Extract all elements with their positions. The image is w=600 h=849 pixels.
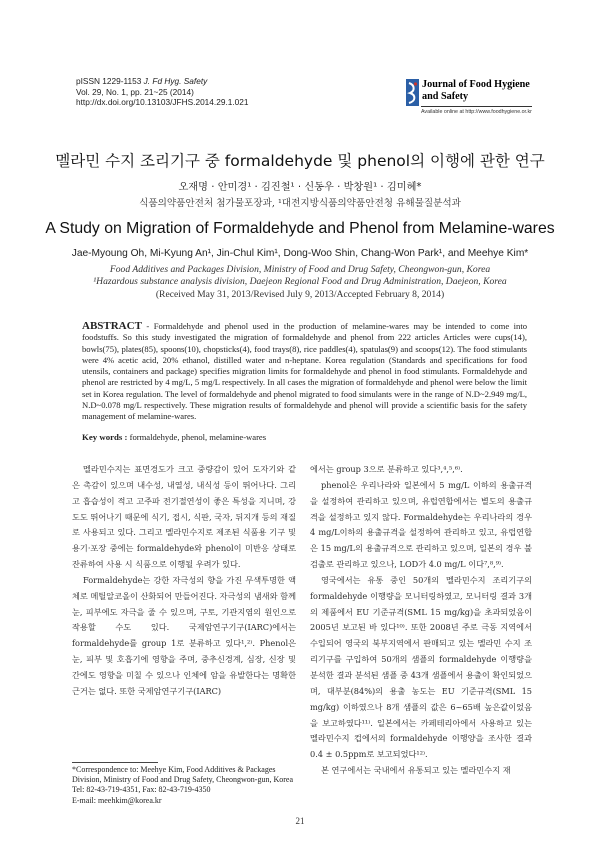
footnote-email[interactable]: E-mail: meehkim@korea.kr bbox=[72, 795, 162, 805]
keywords-label: Key words : bbox=[82, 432, 128, 442]
doi-link[interactable]: http://dx.doi.org/10.13103/JFHS.2014.29.1.021 bbox=[76, 97, 249, 108]
volume-line: Vol. 29, No. 1, pp. 21~25 (2014) bbox=[76, 86, 194, 97]
affiliation-english-1: Food Additives and Packages Division, Ministry of Food and Drug Safety, Cheongwon-gun, Korea bbox=[109, 264, 491, 275]
footnote-author: *Correspondence to: Meehye Kim, Food Additives & Packages Division, Ministry of Food and Drug Safety, Cheongwon-gun, Korea bbox=[72, 765, 294, 785]
issn-line: pISSN 1229-1153 J. Fd Hyg. Safety bbox=[76, 76, 208, 86]
authors-korean: 오재명 · 안미경¹ · 김진철¹ · 신동우 · 박창원¹ · 김미혜* bbox=[178, 182, 422, 193]
page-number: 21 bbox=[295, 816, 305, 826]
paragraph: 영국에서는 유통 중인 50개의 멜라민수지 조리기구의 formaldehyde 이행량을 모니터링하였고, 모니터링 결과 3개의 제품에서 EU 기준규격(SML 15 mg/kg)을 초과되었음이 2005년 보고된 바 있다¹⁰⁾. 또한 2008년 주로 극동 지역에서 수입되어 영국의 북부지역에서 판매되고 있는 멜라민 수지 조리기구를 구입하여 50개의 샘플의 formaldehyde 이행량을 분석한 결과 분석된 샘플 중 43개 샘플에서 용출이 확인되었으며, 대부분(84%)의 용출 농도는 EU 기준규격(SML 15 mg/kg) 이하였으나 8개 샘플의 값은 6~65배 높은값이었음을 보고하였다¹¹⁾. 일본에서는 카페테리아에서 사용하고 있는 멜라민수지 컵에서의 formaldehyde 이행양을 조사한 결과 0.4 ± 0.5ppm로 보고되었다¹²⁾. bbox=[310, 574, 532, 760]
paragraph: phenol은 우리나라와 일본에서 5 mg/L 이하의 용출규격을 설정하여 관리하고 있으며, 유럽연합에서는 별도의 용출규격을 설정하고 있지 않다. Formaldehyde는 우리나라의 경우 4 mg/L이하의 용출규격을 설정하여 관리하고 있고, 유럽연합은 15 mg/L의 용출규격으로 관리하고 있으며, 일본의 경우 불검출로 관리하고 있으나, LOD가 4.0 mg/L 이다⁷,⁸,⁹⁾. bbox=[310, 479, 532, 570]
paragraph: Formaldehyde는 강한 자극성의 향을 가진 무색투명한 액체로 메틸알코올이 산화되어 만들어진다. 자극성의 냄새와 함께 눈, 피부에도 자극을 줄 수 있으며, 구토, 기관지염의 원인으로 작용할 수도 있다. 국제암연구기구(IARC)에서는 formaldehyde를 group 1로 분류하고 있다¹,²⁾. Phenol은 눈, 피부 및 호흡기에 영향을 주며, 중추신경계, 심장, 신장 및 간에도 영향을 미칠 수 있으나 인체에 암을 유발한다는 명확한 근거는 없다. 또한 국제암연구기구(IARC) bbox=[72, 574, 296, 696]
title-english: A Study on Migration of Formaldehyde and Phenol from Melamine-wares bbox=[45, 220, 555, 237]
journal-citation bbox=[76, 76, 249, 108]
journal-logo-icon bbox=[406, 79, 419, 106]
footnote-divider bbox=[72, 762, 158, 763]
abstract bbox=[82, 321, 527, 423]
journal-url[interactable]: Available online at http://www.foodhygiene.or.kr bbox=[421, 109, 532, 115]
keywords bbox=[82, 432, 527, 442]
affiliation-english-2: ¹Hazardous substance analysis division, Daejeon Regional Food and Drug Administration, Daejeon, Korea bbox=[93, 276, 507, 287]
received-dates: (Received May 31, 2013/Revised July 9, 2013/Accepted February 8, 2014) bbox=[155, 289, 445, 300]
paragraph: 멜라민수지는 표면경도가 크고 중량감이 있어 도자기와 같은 촉감이 있으며 내수성, 내열성, 내식성 등이 뛰어나다. 그리고 흡습성이 적고 고주파 전기절연성이 좋은 특성을 지니며, 강도도 뛰어나기 때문에 식기, 접시, 식판, 국자, 뒤지개 등의 재질로 사용되고 있다. 그리고 멜라민수지로 제조된 식품용 기구 및 용기·포장 중에는 formaldehyde와 phenol이 미반응 상태로 잔류하여 사용 시 식품으로 이행될 우려가 있다. bbox=[72, 464, 296, 570]
body-column-right bbox=[310, 462, 532, 779]
paragraph: 에서는 group 3으로 분류하고 있다³,⁴,⁵,⁶⁾. bbox=[310, 464, 463, 474]
paragraph: 본 연구에서는 국내에서 유통되고 있는 멜라민수지 재 bbox=[321, 765, 511, 776]
body-column-left bbox=[72, 462, 296, 700]
title-korean: 멜라민 수지 조리기구 중 formaldehyde 및 phenol의 이행에 관한 연구 bbox=[55, 152, 545, 170]
journal-divider bbox=[421, 106, 532, 107]
correspondence-footnote bbox=[72, 765, 302, 806]
abstract-heading: ABSTRACT bbox=[82, 320, 142, 332]
journal-name: Journal of Food Hygiene and Safety bbox=[422, 79, 530, 102]
authors-english: Jae-Myoung Oh, Mi-Kyung An¹, Jin-Chul Kim¹, Dong-Woo Shin, Chang-Won Park¹, and Meehye Kim* bbox=[71, 248, 529, 259]
footnote-phone: Tel: 82-43-719-4351, Fax: 82-43-719-4350 bbox=[72, 785, 211, 795]
abstract-body: - Formaldehyde and phenol used in the production of melamine-wares may be intended to come into foodstuffs. So this study investigated the migration of formaldehyde and phenol from 222 articles Articles were cups(14), bowls(75), plates(85), spoons(10), chopsticks(4), food trays(8), rice paddles(4), spatulas(9) and scoops(12). The food stimulants were 4% acetic acid, 20% ethanol, distilled water and n-heptane. Korea regulation (Standards and specifications for food utensils, containers and package) specifies migration limits for formaldehyde and phenol in food stimulants. Formaldehyde and phenol are restricted by 4 mg/L, 5 mg/L respectively. In all cases the migration of formaldehyde and phenol were below the limit set in Korea regulation. The level of formaldehyde and phenol migrated to food simulants were in the range of N.D~2.949 mg/L, N.D~0.078 mg/L respectively. These migration results of formaldehyde and phenol will provide a scientific basis for the safety management of melamine-wares. bbox=[82, 321, 527, 422]
keywords-value: formaldehyde, phenol, melamine-wares bbox=[127, 432, 267, 442]
journal-abbrev: J. Fd Hyg. Safety bbox=[143, 76, 208, 86]
affiliation-korean: 식품의약품안전처 첨가물포장과, ¹대전지방식품의약품안전청 유해물질분석과 bbox=[139, 198, 461, 209]
journal-logo-block bbox=[406, 79, 532, 129]
